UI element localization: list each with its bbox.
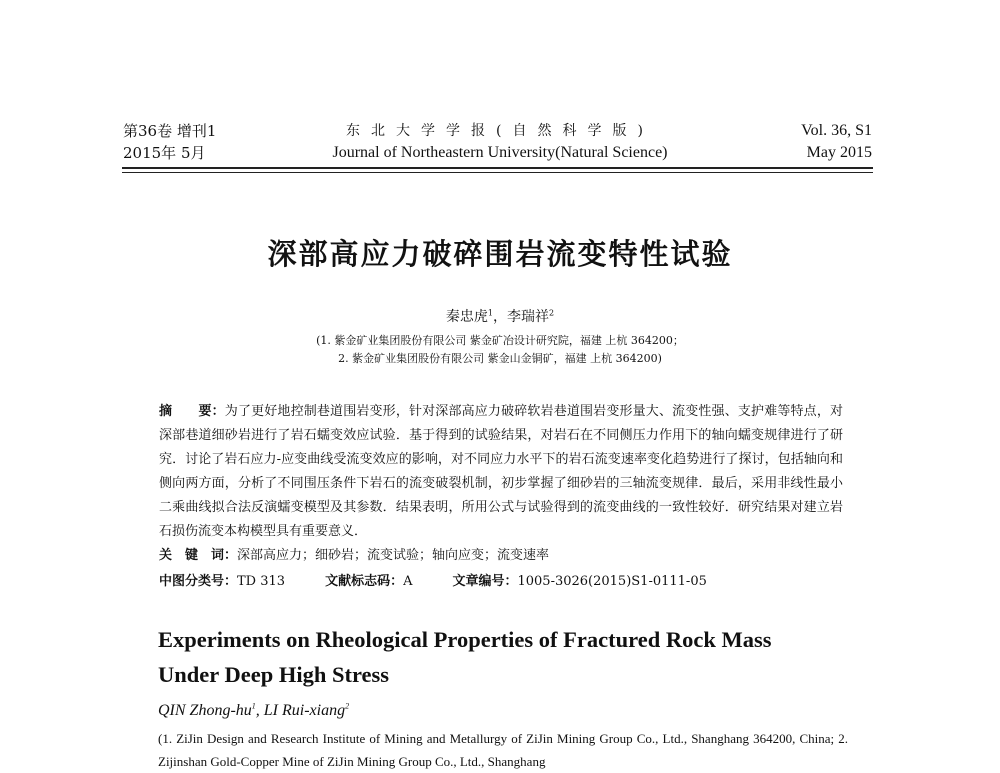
author-2-en: LI Rui-xiang xyxy=(263,702,346,719)
header-rule-thick xyxy=(122,167,873,169)
author-1-affil-mark: 1 xyxy=(487,308,493,318)
author-2-affil-mark: 2 xyxy=(549,308,555,318)
journal-volume-en xyxy=(801,120,872,164)
journal-name-en: Journal of Northeastern University(Natural Science) xyxy=(332,144,668,161)
paper-title-en xyxy=(158,622,878,692)
doc-code-label: 文献标志码： xyxy=(325,574,404,589)
authors-cn xyxy=(0,306,1000,326)
affiliation-cn-2: 2. 紫金矿业集团股份有限公司 紫金山金铜矿，福建 上杭 364200) xyxy=(338,352,662,365)
abstract-cn xyxy=(159,400,843,544)
journal-name-cn: 东北大学学报(自然科学版) xyxy=(346,123,654,139)
author-1-cn: 秦忠虎 xyxy=(445,309,488,325)
abstract-label: 摘 要： xyxy=(159,404,225,419)
paper-title-en-line-1: Experiments on Rheological Properties of Fractured Rock Mass xyxy=(158,627,772,652)
paper-title-en-line-2: Under Deep High Stress xyxy=(158,662,390,687)
affiliation-cn-1: (1. 紫金矿业集团股份有限公司 紫金矿冶设计研究院，福建 上杭 364200； xyxy=(316,334,684,347)
classification-line xyxy=(159,570,707,589)
paper-title-cn: 深部高应力破碎围岩流变特性试验 xyxy=(267,237,733,271)
authors-en xyxy=(158,702,349,720)
volume-issue: 第36卷 增刊1 xyxy=(123,122,217,140)
author-2-en-affil-mark: 2 xyxy=(345,701,350,711)
clc-label: 中图分类号： xyxy=(159,574,238,589)
clc-value: TD 313 xyxy=(237,574,286,589)
abstract-text: 为了更好地控制巷道围岩变形，针对深部高应力破碎软岩巷道围岩变形量大、流变性强、支护难等特点，对深部巷道细砂岩进行了岩石蠕变效应试验．基于得到的试验结果，对岩石在不同侧压力作用下的轴向蠕变规律进行了研究．讨论了岩石应力-应变曲线受流变效应的影响，对不同应力水平下的岩石流变速率变化趋势进行了探讨，包括轴向和侧向两方面，分析了不同围压条件下岩石的流变破裂机制，初步掌握了细砂岩的三轴流变规律．最后，采用非线性最小二乘曲线拟合法反演蠕变模型及其参数．结果表明，所用公式与试验得到的流变曲线的一致性较好．研究结果对建立岩石损伤流变本构模型具有重要意义． xyxy=(159,404,843,539)
author-en-separator: , xyxy=(255,702,264,719)
keywords-text: 深部高应力；细砂岩；流变试验；轴向应变；流变速率 xyxy=(237,548,550,563)
article-number-value: 1005-3026(2015)S1-0111-05 xyxy=(517,574,707,589)
doc-code-value: A xyxy=(403,574,413,589)
header-rule-thin xyxy=(122,172,873,173)
volume-en: Vol. 36, S1 xyxy=(801,122,872,139)
article-number-label: 文章编号： xyxy=(452,574,518,589)
keywords-label: 关 键 词： xyxy=(159,548,238,563)
publication-date-cn: 2015年 5月 xyxy=(123,144,206,162)
affiliation-en: (1. ZiJin Design and Research Institute of Mining and Metallurgy of ZiJin Mining Group Co., Ltd., Shanghang 364200, China; 2. Zijinshan Gold-Copper Mine of ZiJin Mining Group Co., Ltd., Shanghang xyxy=(158,731,848,769)
author-2-cn: 李瑞祥 xyxy=(507,309,549,325)
author-1-en: QIN Zhong-hu xyxy=(158,702,252,719)
author-1-en-affil-mark: 1 xyxy=(251,701,256,711)
author-separator: ， xyxy=(493,309,507,325)
keywords-cn xyxy=(159,544,549,563)
publication-date-en: May 2015 xyxy=(806,144,872,161)
